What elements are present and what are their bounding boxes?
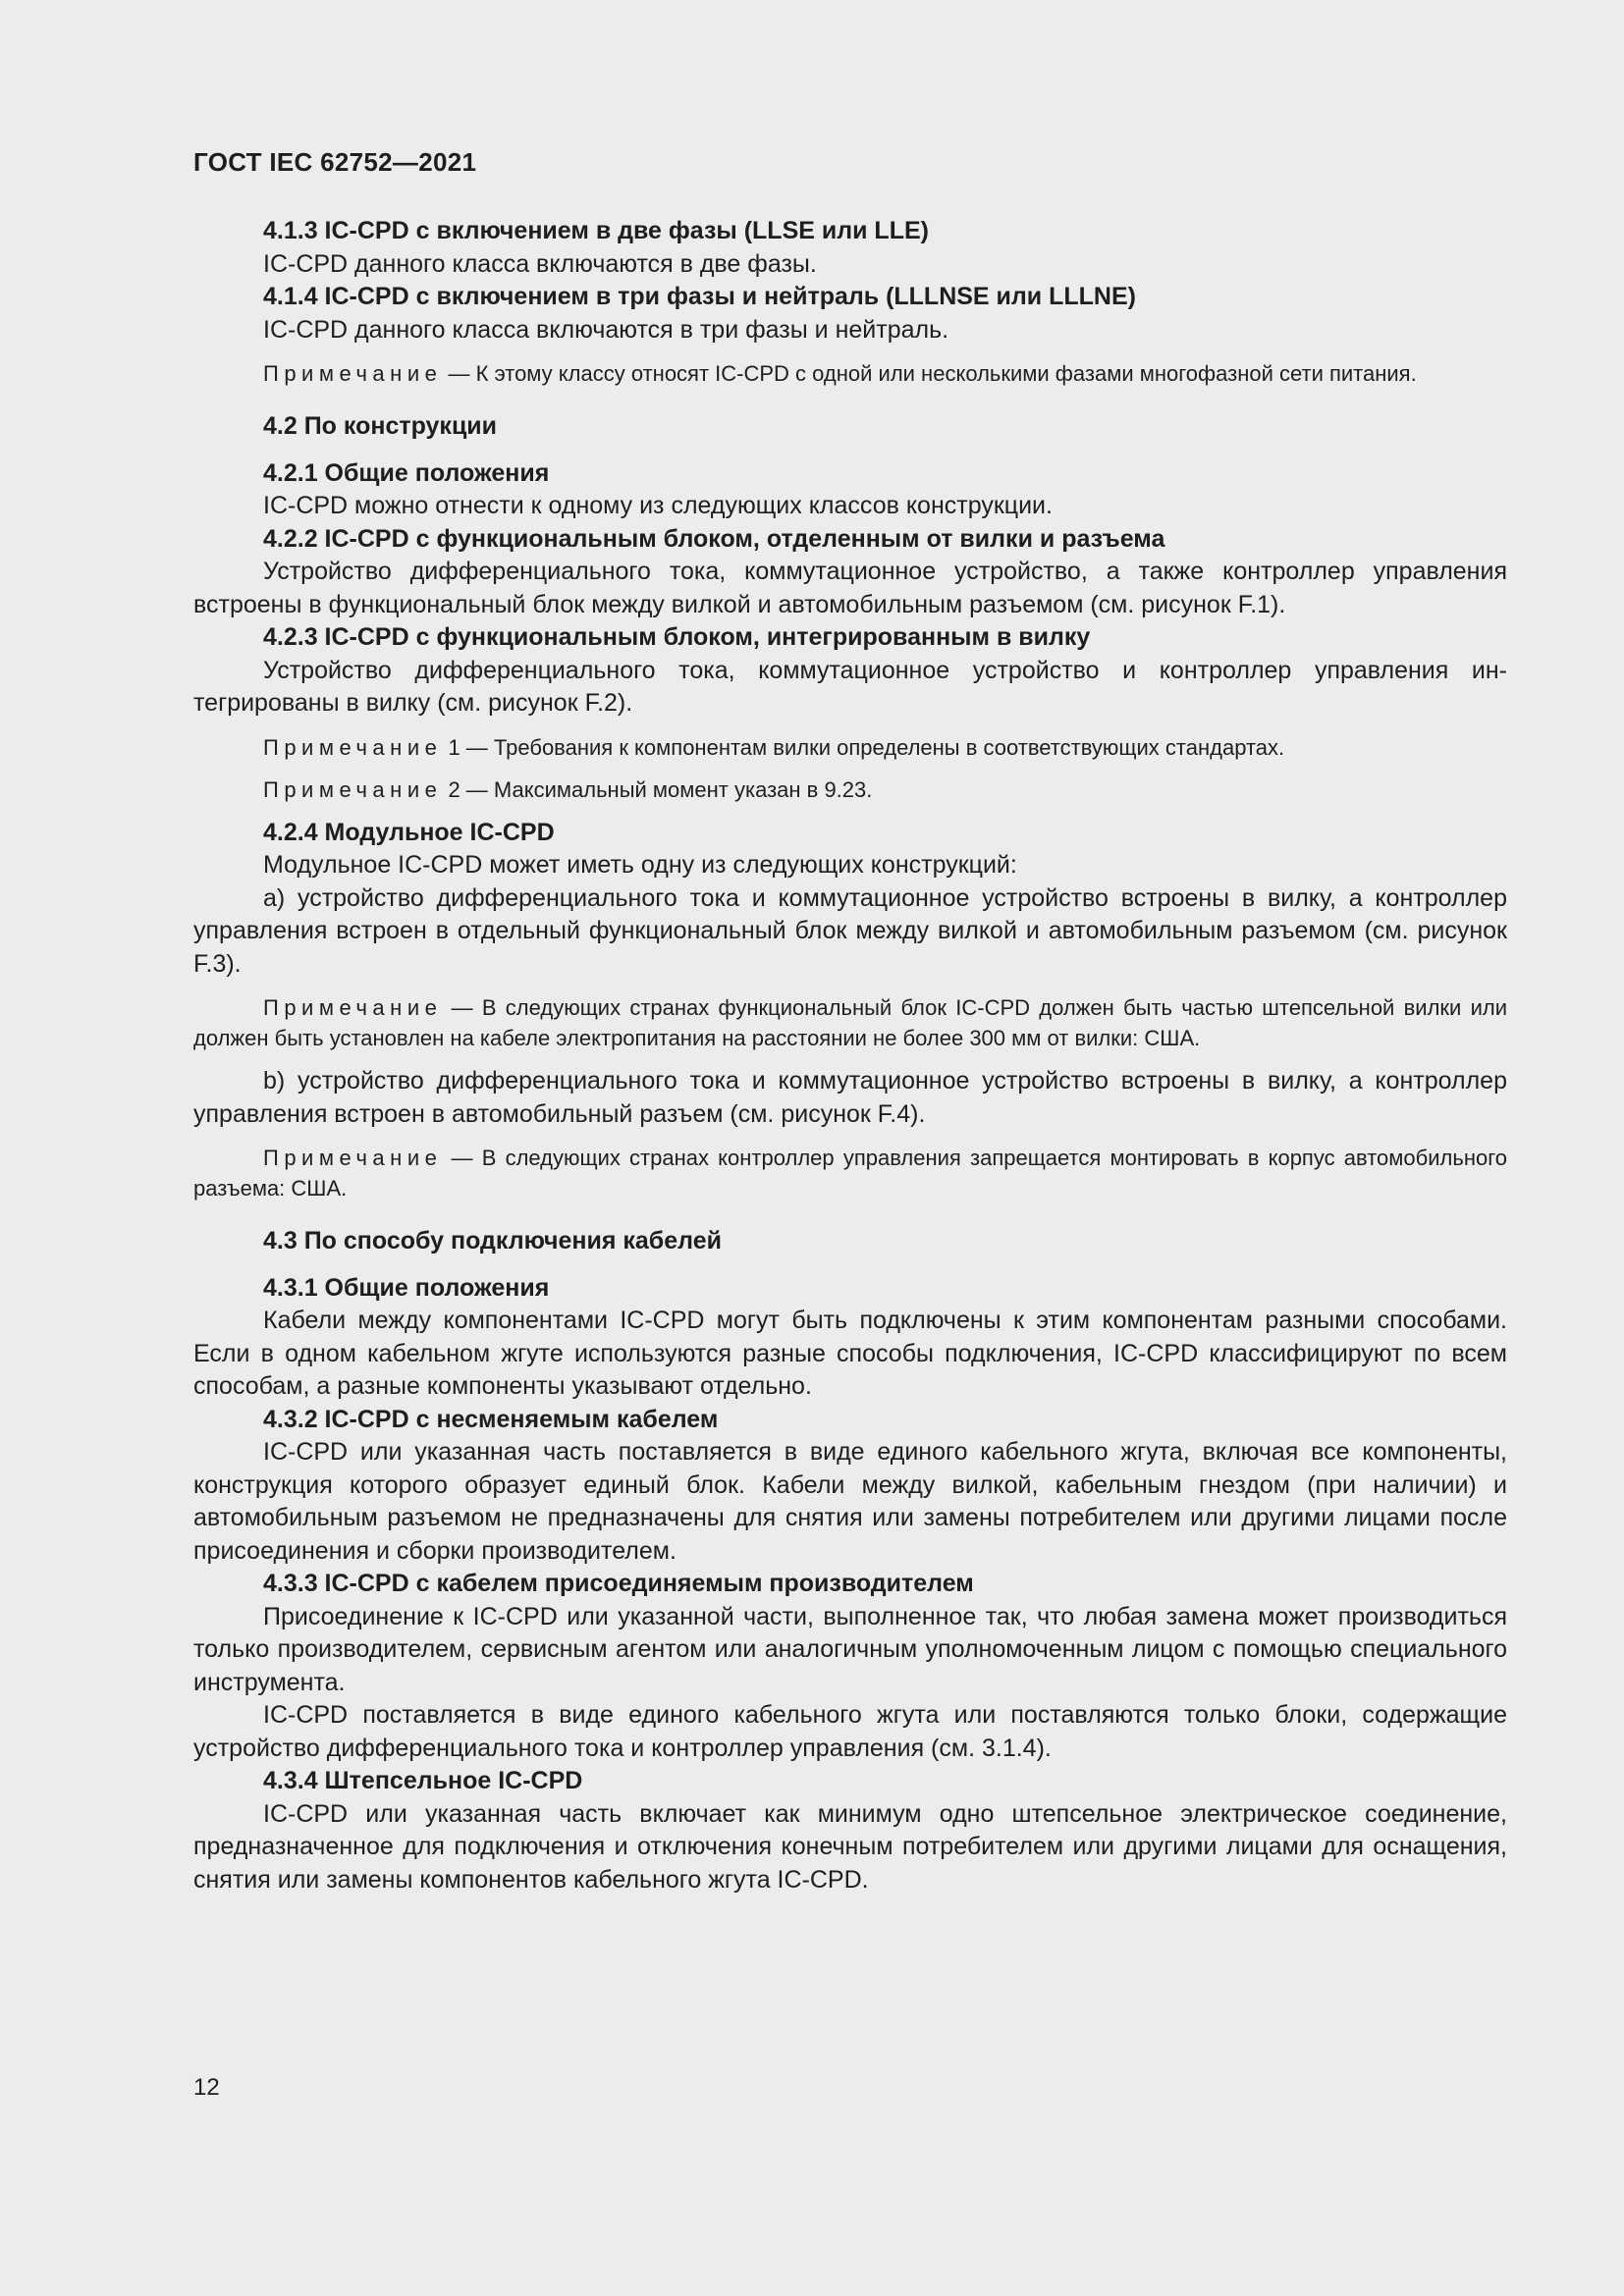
note-4-1-4 — [193, 358, 1507, 389]
heading-4-2-3: 4.2.3 IC-CPD с функциональным блоком, интегрированным в вилку — [263, 623, 1091, 651]
note-text: 1 — Требования к компонентам вилки определены в соответствующих стандартах. — [442, 734, 1285, 760]
heading-4-1-3: 4.1.3 IC-CPD с включением в две фазы (LLSE или LLE) — [263, 217, 929, 244]
note-item-a — [193, 992, 1507, 1053]
paragraph-4-2-2: Устройство дифференциального тока, коммутационное устройство, а также контроллер управления встроены в функциональный блок между вилкой и автомобильным разъемом (см. рисунок F.1). — [193, 558, 1507, 618]
paragraph-4-2-1: IC-CPD можно отнести к одному из следующих классов конструкции. — [263, 492, 1053, 519]
heading-4-1-4: 4.1.4 IC-CPD с включением в три фазы и нейтраль (LLLNSE или LLLNE) — [263, 283, 1136, 310]
paragraph-4-3-2: IC-CPD или указанная часть поставляется в виде единого кабельного жгута, включая все компоненты, конструкция которого образует единый блок. Кабели между вилкой, кабельным гнездом (при наличии) и автомобильным разъемом не предназначены для снятия или замены потребителем или другими лицами после присоединения и сборки производителем. — [193, 1438, 1507, 1565]
heading-4-2: 4.2 По конструкции — [263, 412, 498, 440]
note-label: Примечание — [263, 361, 443, 386]
note-label: Примечание — [263, 1146, 443, 1170]
heading-4-3-2: 4.3.2 IC-CPD с несменяемым кабелем — [263, 1405, 719, 1433]
note-4-2-3-2 — [193, 774, 1507, 805]
heading-4-2-4: 4.2.4 Модульное IC-CPD — [263, 818, 555, 846]
paragraph-4-1-3: IC-CPD данного класса включаются в две фазы. — [263, 249, 817, 278]
note-text: — К этому классу относят IC-CPD с одной или несколькими фазами многофазной сети питания. — [442, 361, 1417, 386]
heading-4-2-1: 4.2.1 Общие положения — [263, 458, 550, 487]
paragraph-4-3-3-b: IC-CPD поставляется в виде единого кабельного жгута или поставляются только блоки, содержащие устройство дифференциального тока и контроллер управления (см. 3.1.4). — [193, 1701, 1507, 1762]
page-number: 12 — [193, 2074, 220, 2101]
note-text: — В следующих странах контроллер управления запрещается монтировать в корпус автомобильного разъема: США. — [193, 1146, 1507, 1201]
document-header: ГОСТ IEC 62752—2021 — [193, 147, 477, 177]
heading-4-2-2: 4.2.2 IC-CPD с функциональным блоком, отделенным от вилки и разъема — [263, 524, 1165, 553]
note-label: Примечание — [263, 734, 443, 760]
note-text: 2 — Максимальный момент указан в 9.23. — [442, 776, 873, 802]
note-label: Примечание — [263, 995, 443, 1020]
note-4-2-3-1 — [193, 732, 1507, 763]
list-item-b: b) устройство дифференциального тока и коммутационное устройство встроены в вилку, а контроллер управления встроен в автомобильный разъем (см. рисунок F.4). — [193, 1067, 1507, 1128]
paragraph-4-3-3-a: Присоединение к IC-CPD или указанной части, выполненное так, что любая замена может производиться только производителем, сервисным агентом или аналогичным уполномоченным лицом с помощью специального инструмента. — [193, 1602, 1507, 1696]
paragraph-4-1-4: IC-CPD данного класса включаются в три фазы и нейтраль. — [263, 315, 949, 344]
heading-4-3: 4.3 По способу подключения кабелей — [263, 1227, 722, 1255]
paragraph-4-3-4: IC-CPD или указанная часть включает как минимум одно штепсельное электрическое соединение, предназначенное для подключения и отключения конечным потребителем или другими лицами для оснащения, снятия или замены компонентов кабельного жгута IC-CPD. — [193, 1799, 1507, 1894]
heading-4-3-1: 4.3.1 Общие положения — [263, 1273, 550, 1302]
note-item-b — [193, 1143, 1507, 1203]
paragraph-4-2-3: Устройство дифференциального тока, коммутационное устройство и контроллер управления интегрированы в вилку (см. рисунок F.2). — [193, 656, 1507, 717]
heading-4-3-4: 4.3.4 Штепсельное IC-CPD — [263, 1767, 583, 1794]
paragraph-4-3-1: Кабели между компонентами IC-CPD могут быть подключены к этим компонентам разными способами. Если в одном кабельном жгуте используются разные способы подключения, IC-CPD классифицируют по всем способам, а разные компоненты указывают отдельно. — [193, 1307, 1507, 1400]
note-label: Примечание — [263, 776, 443, 802]
document-page — [193, 147, 1507, 1896]
list-item-a: a) устройство дифференциального тока и коммутационное устройство встроены в вилку, а контроллер управления встроен в отдельный функциональный блок между вилкой и автомобильным разъемом (см. рисунок F.3). — [193, 883, 1507, 978]
note-text: — В следующих странах функциональный блок IC-CPD должен быть частью штепсельной вилки или должен быть установлен на кабеле электропитания на расстоянии не более 300 мм от вилки: США. — [193, 995, 1507, 1050]
heading-4-3-3: 4.3.3 IC-CPD с кабелем присоединяемым производителем — [263, 1570, 974, 1597]
paragraph-4-2-4: Модульное IC-CPD может иметь одну из следующих конструкций: — [263, 851, 1017, 879]
